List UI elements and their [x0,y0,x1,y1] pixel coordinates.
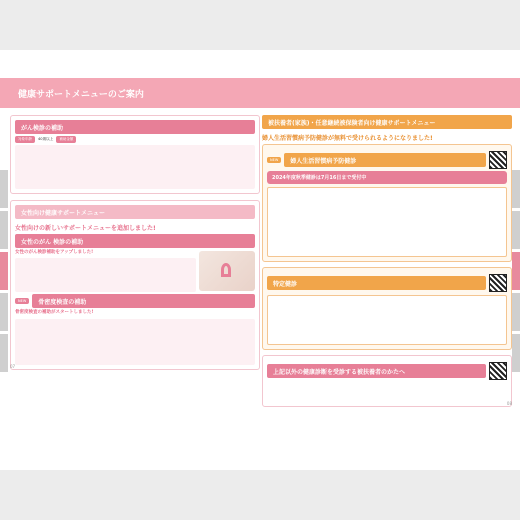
page-number-left: 07 [10,363,16,369]
bone-title: 骨密度検査の補助 [32,294,255,308]
age-value: 40歳以上 [38,136,54,141]
side-tab-active [0,252,8,290]
women-section [10,200,260,370]
bone-headline: 骨密度検査の補助がスタートしました! [15,310,94,316]
seikatsu-title: 婦人生活習慣病予防健診 [284,153,486,167]
side-tab [0,334,8,372]
new-badge: NEW [267,157,281,163]
side-tab [512,211,520,249]
new-badge: NEW [15,298,29,304]
dependents-title: 被扶養者(家族)・任意継続被保険者向け健康サポートメニュー [262,115,512,129]
qr-code-icon[interactable] [489,151,507,169]
left-side-tabs [0,170,8,375]
side-tab-active [512,252,520,290]
cancer-check-box [10,115,260,194]
amount-chip: 補助金額 [56,136,76,143]
women-subtitle: 女性向けの新しいサポートメニューを追加しました! [15,225,156,232]
period-banner: 2024年度秋季健診は7月16日まで受付中 [267,171,507,184]
footer-text [267,382,507,402]
qr-code-icon[interactable] [489,274,507,292]
right-headline: 婦人生活習慣病予防健診が無料で受けられるようになりました! [262,135,433,142]
women-cancer-title: 女性のがん 検診の補助 [15,234,255,248]
page-number-right: 08 [506,401,512,406]
page-title: 健康サポートメニューのご案内 [18,90,144,100]
side-tab [512,334,520,372]
tokutei-title: 特定健診 [267,276,486,290]
ribbon-icon [221,263,231,277]
women-section-title: 女性向け健康サポートメニュー [15,205,255,219]
side-tab [512,170,520,208]
right-side-tabs [512,170,520,375]
right-page [262,115,512,416]
tokutei-table [267,295,507,345]
women-cancer-details [15,258,196,292]
women-cancer-headline: 女性のがん検診補助をアップしました! [15,250,94,255]
bone-details [15,319,255,365]
age-chip: 対象年齢 [15,136,35,143]
side-tab [0,170,8,208]
footer-box [262,355,512,407]
cancer-check-title: がん検診の補助 [15,120,255,134]
seikatsu-box [262,144,512,262]
pink-ribbon-photo [199,251,255,291]
side-tab [0,211,8,249]
left-page [10,115,260,379]
cancer-table [15,145,255,189]
footer-title: 上記以外の健康診断を受診する被扶養者のかたへ [267,364,486,378]
tokutei-box [262,267,512,350]
seikatsu-table [267,187,507,257]
side-tab [0,293,8,331]
qr-code-icon[interactable] [489,362,507,380]
side-tab [512,293,520,331]
